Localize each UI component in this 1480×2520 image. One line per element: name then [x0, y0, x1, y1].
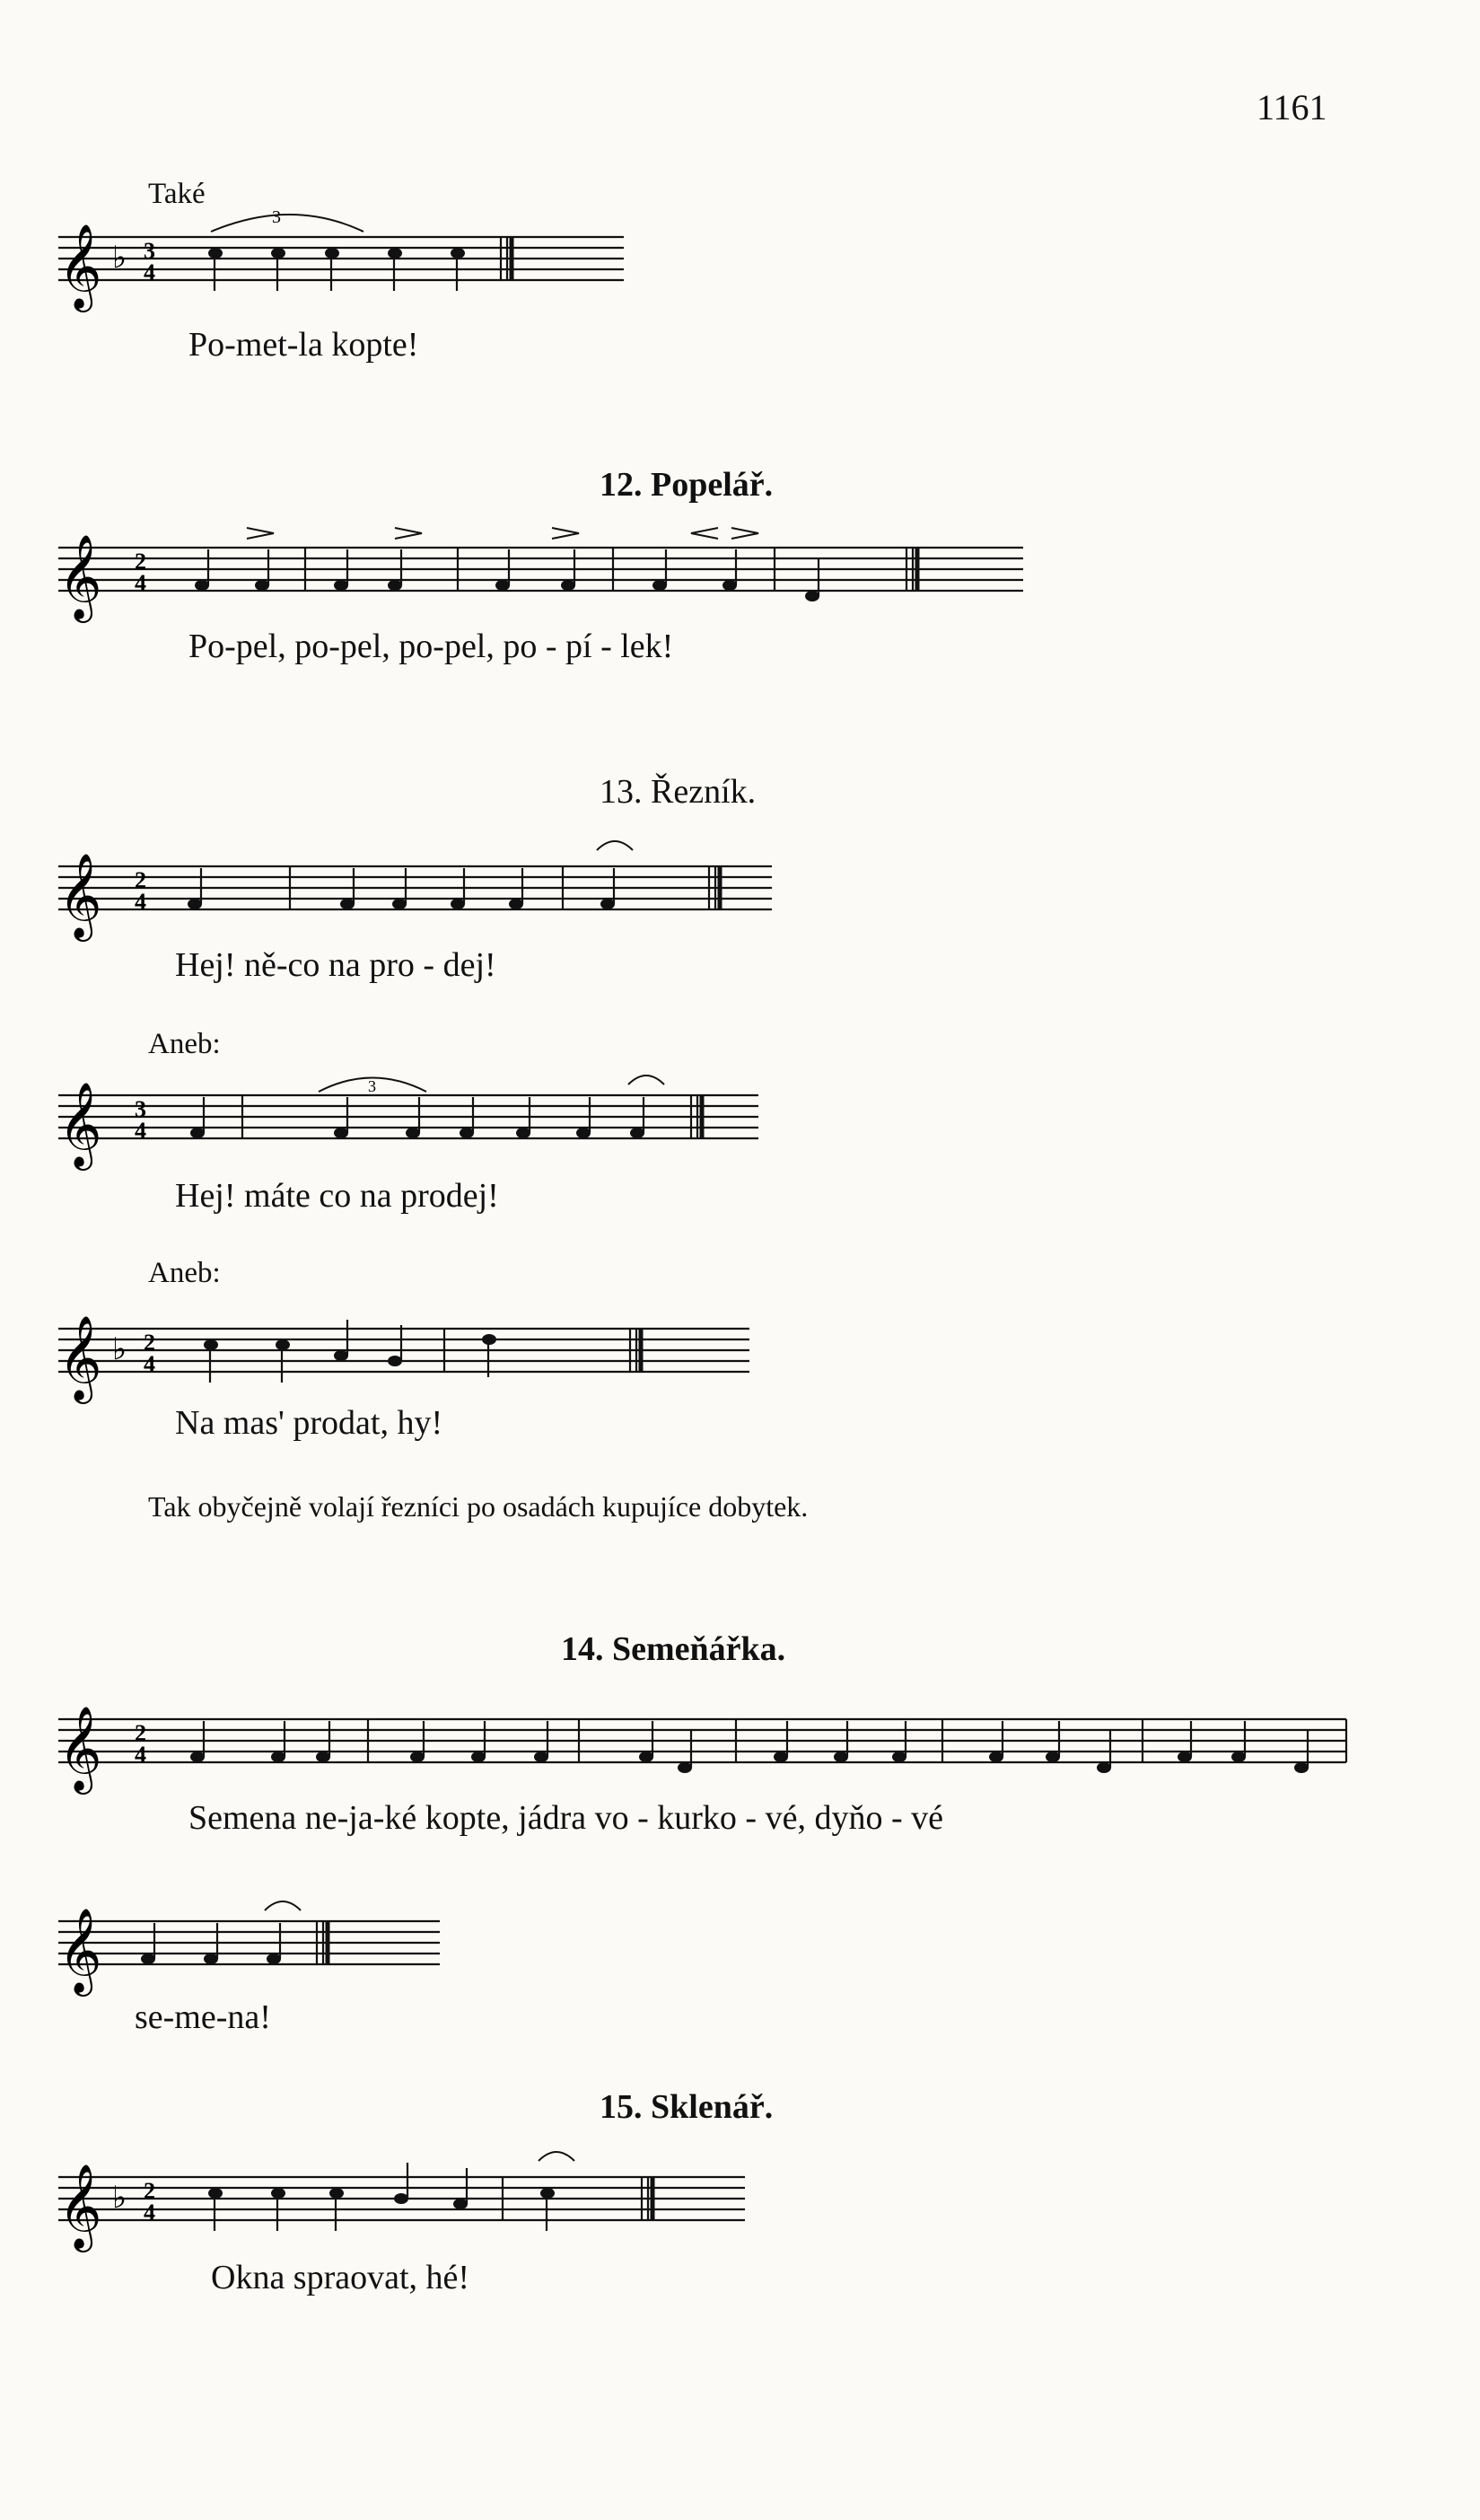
intro-label: Také [148, 178, 206, 210]
flat-icon: ♭ [112, 241, 127, 275]
flat-icon: ♭ [112, 1333, 127, 1366]
staff-lines [58, 866, 772, 909]
time-signature-bottom: 4 [144, 2200, 155, 2226]
popelar-lyrics: Po-pel, po-pel, po-pel, po - pí - lek! [188, 628, 674, 665]
triplet-number: 3 [272, 207, 281, 227]
notes [195, 549, 819, 601]
fermata-icon [539, 2152, 574, 2161]
reznik-lyrics: Hej! ně-co na pro - dej! [175, 946, 496, 984]
time-signature-bottom: 4 [144, 1351, 155, 1377]
reznik-variant1-lyrics: Hej! máte co na prodej! [175, 1177, 499, 1215]
staff-lines [58, 1719, 1346, 1762]
time-signature-bottom: 4 [135, 1118, 146, 1144]
time-signature-top: 2 [144, 1330, 155, 1356]
treble-clef-icon: 𝄞 [58, 853, 102, 938]
semenarka-lyrics: Semena ne-ja-ké kopte, jádra vo - kurko - vé, dyňo - vé [188, 1799, 943, 1837]
section-title: 14. Semeňářka. [561, 1630, 786, 1668]
time-signature-top: 2 [144, 2178, 155, 2204]
staff-lines [58, 1921, 440, 1964]
sklenar-lyrics: Okna spraovat, hé! [211, 2259, 470, 2296]
treble-clef-icon: 𝄞 [58, 1908, 102, 1993]
fermata-icon [628, 1076, 664, 1084]
fermata-icon [265, 1901, 301, 1910]
section-title: 13. Řezník. [600, 773, 757, 811]
treble-clef-icon: 𝄞 [58, 534, 102, 619]
variant-label: Aneb: [148, 1257, 221, 1289]
flat-icon: ♭ [112, 2182, 127, 2215]
treble-clef-icon: 𝄞 [58, 2164, 102, 2249]
reznik-variant1-staff [49, 1059, 785, 1176]
sklenar-staff [49, 2141, 767, 2258]
page-number: 1161 [1257, 87, 1327, 127]
triplet-number: 3 [368, 1077, 376, 1095]
section-title: 12. Popelář. [600, 466, 774, 504]
time-signature-bottom: 4 [135, 889, 146, 915]
treble-clef-icon: 𝄞 [58, 1315, 102, 1400]
time-signature-top: 2 [135, 1720, 146, 1746]
reznik-staff [49, 830, 812, 947]
time-signature-bottom: 4 [144, 259, 155, 285]
time-signature-top: 2 [135, 549, 146, 575]
accent-marks [247, 528, 758, 539]
fermata-icon [597, 841, 633, 850]
staff-lines [58, 1329, 749, 1372]
variant-label: Aneb: [148, 1028, 221, 1060]
intro-lyrics: Po-met-la kopte! [188, 326, 419, 364]
section-title: 15. Sklenář. [600, 2088, 774, 2126]
semenarka-lyrics-continued: se-me-na! [135, 1998, 271, 2036]
section-note: Tak obyčejně volají řezníci po osadách kupujíce dobytek. [148, 1490, 809, 1523]
time-signature-top: 3 [144, 238, 155, 264]
semenarka-staff-2 [49, 1885, 498, 2002]
slur [211, 215, 363, 232]
intro-staff [49, 206, 633, 323]
treble-clef-icon: 𝄞 [58, 1706, 102, 1791]
notes [190, 1721, 1309, 1773]
time-signature-bottom: 4 [135, 1742, 146, 1768]
time-signature-bottom: 4 [135, 570, 146, 596]
time-signature-top: 3 [135, 1096, 146, 1122]
time-signature-top: 2 [135, 867, 146, 893]
treble-clef-icon: 𝄞 [58, 224, 102, 309]
semenarka-staff [49, 1683, 1396, 1800]
treble-clef-icon: 𝄞 [58, 1082, 102, 1167]
reznik-variant2-lyrics: Na mas' prodat, hy! [175, 1404, 443, 1442]
reznik-variant2-staff [49, 1293, 767, 1409]
popelar-staff [49, 512, 1037, 628]
